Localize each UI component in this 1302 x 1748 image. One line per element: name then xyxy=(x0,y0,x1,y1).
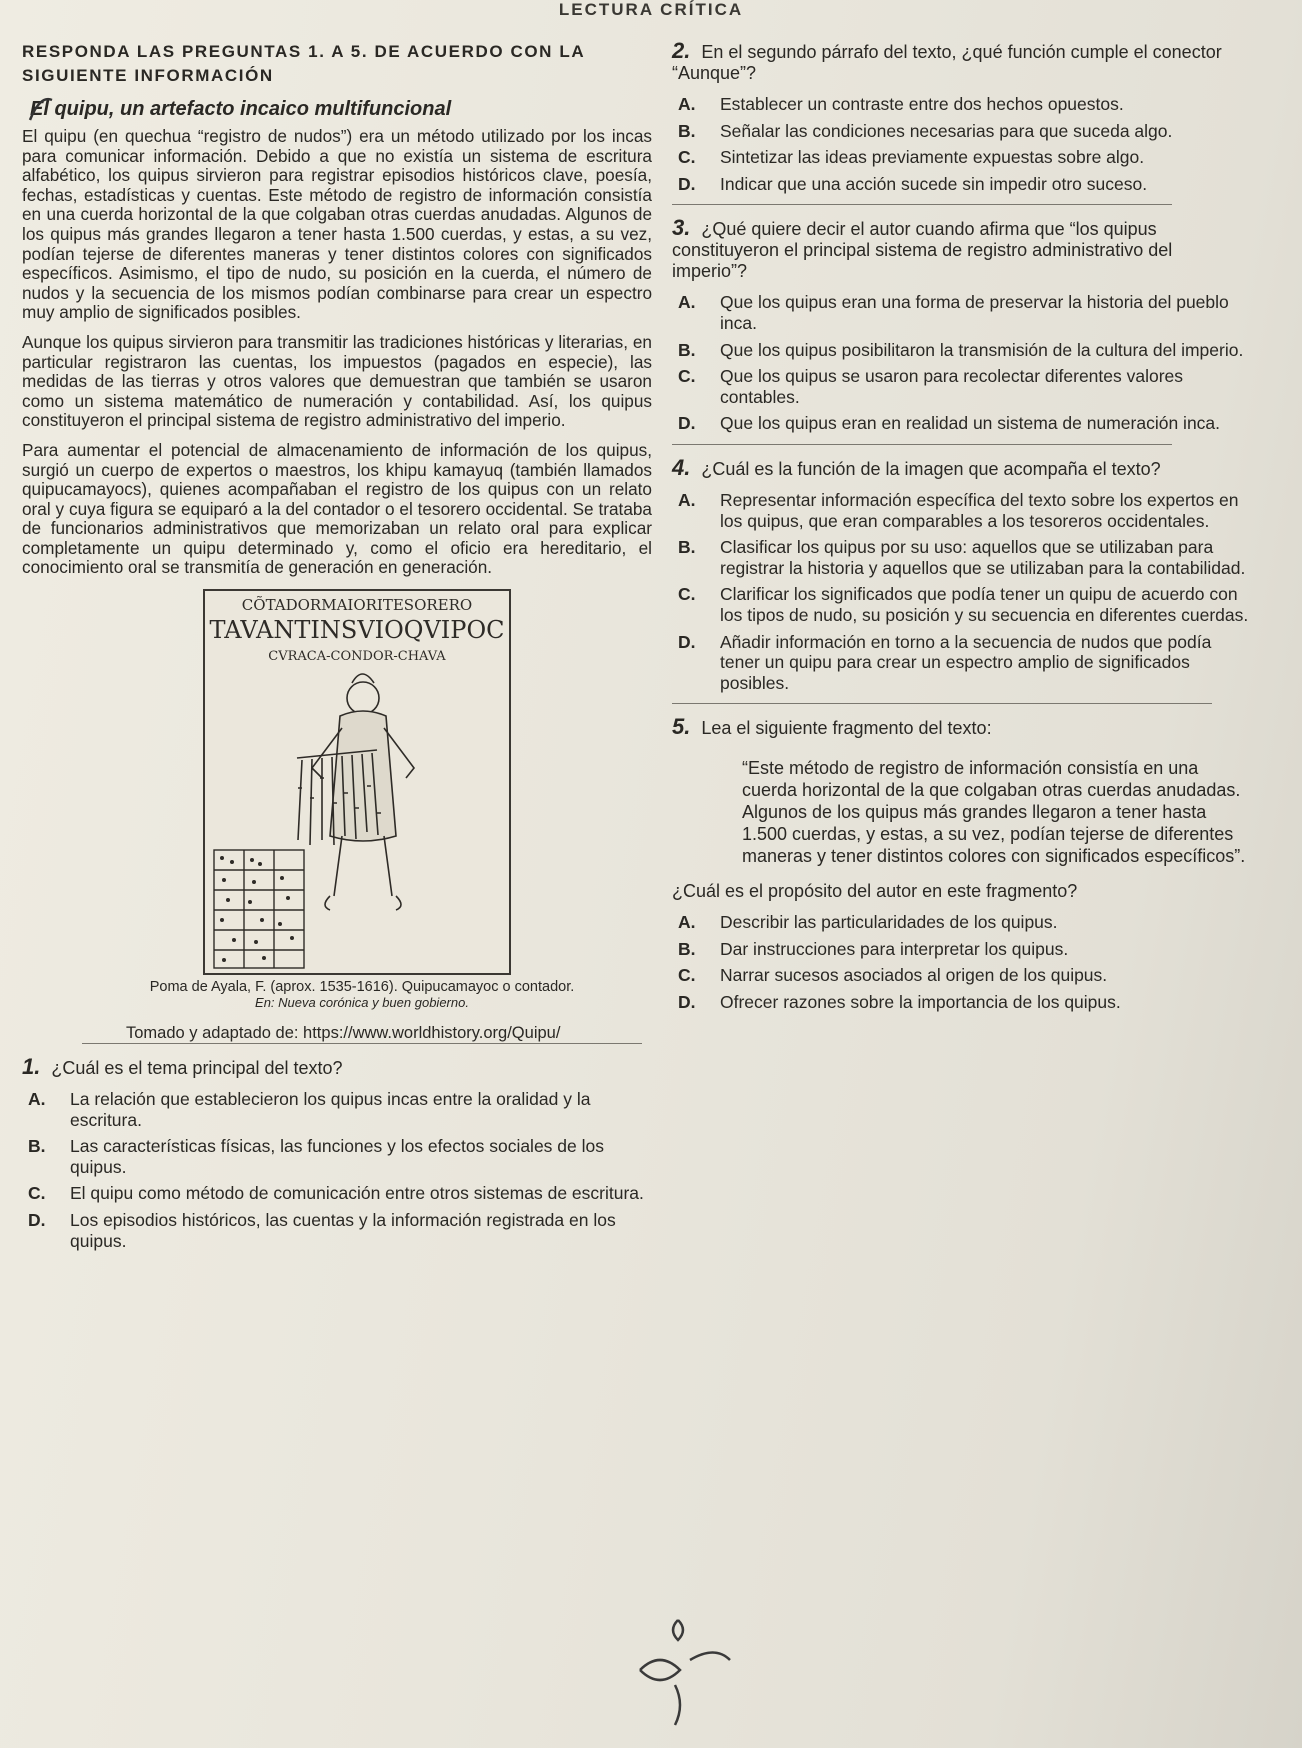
left-column xyxy=(22,40,652,1257)
q2-option-a[interactable] xyxy=(672,94,1250,115)
option-letter: C. xyxy=(678,366,696,387)
option-letter: D. xyxy=(678,992,696,1013)
section-divider xyxy=(672,703,1212,704)
quoted-fragment: “Este método de registro de información consistía en una cuerda horizontal de la que colgaban otras cuerdas anudadas. Algunos de los quipus más grandes llegaron a tener hasta 1.500 cuerdas, y estas, a su vez, podían tejerse de diferentes maneras y tener distintos colores con significados específicos”. xyxy=(742,758,1246,867)
option-letter: C. xyxy=(678,584,696,605)
option-text: Indicar que una acción sucede sin impedir otro suceso. xyxy=(720,173,1148,194)
option-letter: B. xyxy=(28,1136,46,1157)
option-text: Las características físicas, las funciones y los efectos sociales de los quipus. xyxy=(70,1136,604,1177)
option-letter: A. xyxy=(678,94,696,114)
pen-doodle-icon xyxy=(620,1610,750,1730)
question-1 xyxy=(22,1056,652,1251)
source-credit: Tomado y adaptado de: https://www.worldhistory.org/Quipu/ xyxy=(126,1024,561,1043)
q2-option-c[interactable] xyxy=(672,147,1250,168)
inscription-3: CVRACA-CONDOR-CHAVA xyxy=(268,649,446,665)
option-text: Dar instrucciones para interpretar los quipus. xyxy=(720,938,1069,959)
question-3-number: 3. xyxy=(672,215,691,241)
option-text: Describir las particularidades de los quipus. xyxy=(720,912,1058,933)
option-text: Que los quipus eran en realidad un sistema de numeración inca. xyxy=(720,413,1221,434)
q3-option-a[interactable] xyxy=(672,292,1250,333)
inscription-1: CÕTADORMAIORITESORERO xyxy=(241,596,473,615)
option-text: Clarificar los significados que podía tener un quipu de acuerdo con los tipos de nudo, su posición y su secuencia en diferentes cuerdas. xyxy=(720,584,1249,625)
section-divider xyxy=(82,1043,642,1044)
question-2-number: 2. xyxy=(672,38,691,63)
question-2-text: En el segundo párrafo del texto, ¿qué función cumple el conector “Aunque”? xyxy=(672,42,1222,83)
option-letter: A. xyxy=(678,912,696,933)
question-5 xyxy=(672,716,1250,1012)
question-3 xyxy=(672,217,1250,434)
question-1-stem xyxy=(22,1056,652,1079)
question-4-stem xyxy=(672,454,1250,480)
instructions: RESPONDA LAS PREGUNTAS 1. A 5. DE ACUERDO CON LA SIGUIENTE INFORMACIÓN xyxy=(22,42,585,85)
caption-line-1: Poma de Ayala, F. (aprox. 1535-1616). Quipucamayoc o contador. xyxy=(149,979,575,996)
question-1-text: ¿Cuál es el tema principal del texto? xyxy=(51,1058,343,1079)
question-5-intro xyxy=(672,716,1250,739)
option-text: Que los quipus posibilitaron la transmisión de la cultura del imperio. xyxy=(720,339,1244,360)
option-text: Clasificar los quipus por su uso: aquellos que se utilizaban para registrar la historia y aquellos que se utilizaban para la contabilidad. xyxy=(720,537,1246,578)
option-text: Que los quipus se usaron para recolectar diferentes valores contables. xyxy=(720,366,1184,407)
figure-caption xyxy=(102,980,622,1010)
q1-option-a[interactable] xyxy=(22,1089,652,1130)
q4-option-d[interactable] xyxy=(672,632,1250,694)
option-letter: B. xyxy=(678,339,696,360)
question-3-stem xyxy=(672,217,1250,282)
option-letter: C. xyxy=(28,1183,46,1204)
option-text: Añadir información en torno a la secuencia de nudos que podía tener un quipu para crear un espectro amplio de significados posibles. xyxy=(720,631,1212,693)
option-letter: D. xyxy=(678,631,696,652)
pen-mark-icon xyxy=(20,90,60,130)
q5-option-b[interactable] xyxy=(672,939,1250,960)
question-4-text: ¿Cuál es la función de la imagen que acompaña el texto? xyxy=(701,458,1161,479)
q2-option-b[interactable] xyxy=(672,121,1250,142)
section-divider xyxy=(672,204,1172,205)
question-3-text: ¿Qué quiere decir el autor cuando afirma que “los quipus constituyeron el principal sistema de registro administrativo del imperio”? xyxy=(672,219,1173,282)
option-text: Señalar las condiciones necesarias para que suceda algo. xyxy=(720,120,1173,141)
q3-option-c[interactable] xyxy=(672,366,1250,407)
option-text: Establecer un contraste entre dos hechos opuestos. xyxy=(720,94,1124,114)
option-letter: B. xyxy=(678,120,696,141)
question-4 xyxy=(672,454,1250,693)
paragraph-2: Aunque los quipus sirvieron para transmitir las tradiciones históricas y literarias, en particular registraron las cuentas, los impuestos (pagados en especie), las medidas de las tierras y otros valores que demuestran que también se usaron como un sistema matemático de numeración y contabilidad. Así, los quipus constituyeron el principal sistema de registro administrativo del imperio. xyxy=(22,331,652,431)
q5-option-d[interactable] xyxy=(672,992,1250,1013)
inscription-2: TAVANTINSVIOQVIPOC xyxy=(209,616,505,645)
option-letter: A. xyxy=(678,292,696,313)
q1-option-d[interactable] xyxy=(22,1210,652,1251)
option-text: Narrar sucesos asociados al origen de los quipus. xyxy=(720,965,1108,986)
option-letter: C. xyxy=(678,965,696,986)
option-text: Que los quipus eran una forma de preservar la historia del pueblo inca. xyxy=(720,292,1229,333)
option-letter: A. xyxy=(678,489,696,510)
paragraph-1: El quipu (en quechua “registro de nudos”) era un método utilizado por los incas para comunicar información. Debido a que no existía un sistema de escritura alfabético, los quipus sirvieron para registrar episodios históricos clave, poesía, fechas, estadísticas y cuentas. Este método de registro de información consistía en una cuerda horizontal de la que colgaban otras cuerdas anudadas. Algunos de los quipus más grandes llegaron a tener hasta 1.500 cuerdas, y estas, a su vez, podían tejerse de diferentes maneras y tener distintos colores con significados específicos. Asimismo, el tipo de nudo, su posición en la cuerda, el número de nudos y la secuencia de los mismos podían combinarse para crear un espectro muy amplio de significados posibles. xyxy=(22,126,652,323)
figure-block xyxy=(22,588,652,1043)
question-5-intro-text: Lea el siguiente fragmento del texto: xyxy=(701,718,992,739)
question-2-stem xyxy=(672,40,1250,84)
paragraph-3: Para aumentar el potencial de almacenamiento de información de los quipus, surgió un cuerpo de expertos o maestros, los khipu kamayuq (también llamados quipucamayocs), quienes acompañaban el registro de los quipus con un relato oral y cuya figura se equiparó a la del contador o el tesorero occidental. Se trataba de funcionarios administrativos que memorizaban un relato oral para explicar completamente un quipu determinado y, como el oficio era hereditario, el conocimiento oral se transmitía de generación en generación. xyxy=(22,439,652,578)
q4-option-a[interactable] xyxy=(672,490,1250,531)
q4-option-b[interactable] xyxy=(672,537,1250,578)
right-column xyxy=(672,40,1250,1019)
question-2 xyxy=(672,40,1250,194)
question-4-number: 4. xyxy=(672,454,691,480)
q3-option-d[interactable] xyxy=(672,413,1250,434)
q2-option-d[interactable] xyxy=(672,174,1250,195)
option-text: Sintetizar las ideas previamente expuestas sobre algo. xyxy=(720,147,1145,168)
option-text: Ofrecer razones sobre la importancia de los quipus. xyxy=(720,992,1121,1013)
option-letter: C. xyxy=(678,147,696,168)
q3-option-b[interactable] xyxy=(672,340,1250,361)
option-letter: B. xyxy=(678,938,696,959)
option-text: El quipu como método de comunicación entre otros sistemas de escritura. xyxy=(70,1183,644,1204)
option-text: La relación que establecieron los quipus incas entre la oralidad y la escritura. xyxy=(70,1089,591,1130)
q5-option-a[interactable] xyxy=(672,912,1250,933)
option-text: Representar información específica del texto sobre los expertos en los quipus, que eran comparables a los tesoreros occidentales. xyxy=(720,489,1239,531)
question-1-number: 1. xyxy=(22,1054,41,1080)
option-letter: B. xyxy=(678,537,696,558)
q1-option-b[interactable] xyxy=(22,1136,652,1177)
option-letter: D. xyxy=(678,173,696,194)
article-title: El quipu, un artefacto incaico multifuncional xyxy=(30,98,452,120)
section-divider xyxy=(672,444,1172,445)
option-letter: A. xyxy=(28,1089,46,1110)
q5-option-c[interactable] xyxy=(672,965,1250,986)
q1-option-c[interactable] xyxy=(22,1183,652,1204)
question-5-number: 5. xyxy=(672,714,691,740)
question-5-stem: ¿Cuál es el propósito del autor en este fragmento? xyxy=(672,881,1078,902)
option-text: Los episodios históricos, las cuentas y la información registrada en los quipus. xyxy=(70,1210,616,1251)
q4-option-c[interactable] xyxy=(672,584,1250,625)
caption-line-2: En: Nueva corónica y buen gobierno. xyxy=(255,995,469,1011)
quipucamayoc-illustration xyxy=(202,588,512,976)
page-header: LECTURA CRÍTICA xyxy=(558,0,744,19)
option-letter: D. xyxy=(678,413,696,434)
option-letter: D. xyxy=(28,1210,46,1231)
